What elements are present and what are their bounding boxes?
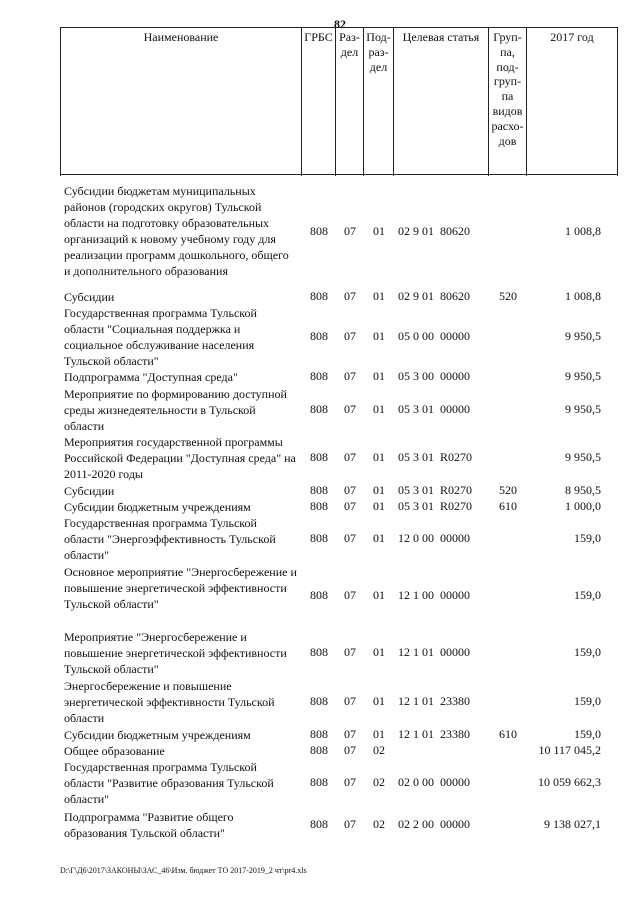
row-razdel: 07 (344, 645, 356, 659)
row-amount: 159,0 (574, 645, 601, 659)
row-name: Общее образование (64, 744, 165, 758)
row-razdel: 07 (344, 369, 356, 383)
row-razdel: 07 (344, 450, 356, 464)
row-razdel: 07 (344, 694, 356, 708)
row-podrazdel: 01 (373, 450, 385, 464)
row-target-article: 12 1 01 23380 (398, 694, 470, 708)
row-name: Мероприятие "Энергосбережение и повышение энергетической эффективности Тульской области" (64, 630, 287, 677)
row-target-article: 12 1 01 00000 (398, 645, 470, 659)
header-name: Наименование (61, 28, 302, 176)
row-podrazdel: 02 (373, 817, 385, 831)
page-number: 82 (334, 17, 346, 31)
row-razdel: 07 (344, 289, 356, 303)
row-amount: 159,0 (574, 588, 601, 602)
header-bottom-border (60, 174, 617, 175)
row-podrazdel: 01 (373, 483, 385, 497)
row-podrazdel: 01 (373, 645, 385, 659)
row-grbs: 808 (310, 775, 328, 789)
row-target-article: 05 0 00 00000 (398, 329, 470, 343)
row-grbs: 808 (310, 289, 328, 303)
row-podrazdel: 01 (373, 499, 385, 513)
row-amount: 9 950,5 (565, 329, 601, 343)
footer-file-path: D:\Г\Д6\2017\ЗАКОНЫ\ЗАС_46\Изм. бюджет ТО 2017-2019_2 чт\pr4.xls (60, 866, 307, 875)
row-razdel: 07 (344, 402, 356, 416)
row-amount: 159,0 (574, 727, 601, 741)
row-razdel: 07 (344, 224, 356, 238)
header-razdel: Раз- дел (336, 28, 364, 176)
row-amount: 8 950,5 (565, 483, 601, 497)
row-podrazdel: 01 (373, 588, 385, 602)
row-target-article: 05 3 01 R0270 (398, 499, 473, 513)
row-amount: 9 138 027,1 (544, 817, 601, 831)
row-amount: 1 008,8 (565, 224, 601, 238)
row-amount: 9 950,5 (565, 369, 601, 383)
row-grbs: 808 (310, 743, 328, 757)
row-grbs: 808 (310, 499, 328, 513)
row-target-article: 12 0 00 00000 (398, 531, 470, 545)
row-razdel: 07 (344, 531, 356, 545)
row-name: Мероприятия государственной программы Российской Федерации "Доступная среда" на 2011-2020 годы (64, 435, 296, 482)
row-grbs: 808 (310, 817, 328, 831)
header-target-article: Целевая статья (394, 28, 489, 176)
row-razdel: 07 (344, 727, 356, 741)
row-grbs: 808 (310, 588, 328, 602)
row-grbs: 808 (310, 531, 328, 545)
row-group: 520 (499, 483, 517, 497)
row-podrazdel: 01 (373, 224, 385, 238)
row-grbs: 808 (310, 224, 328, 238)
row-target-article: 02 9 01 80620 (398, 224, 470, 238)
row-name: Государственная программа Тульской области "Развитие образования Тульской области" (64, 760, 274, 807)
row-podrazdel: 01 (373, 289, 385, 303)
row-target-article: 12 1 00 00000 (398, 588, 470, 602)
row-grbs: 808 (310, 369, 328, 383)
row-target-article: 05 3 00 00000 (398, 369, 470, 383)
header-group: Груп- па, под- груп- па видов расхо- дов (489, 28, 527, 176)
row-target-article: 02 9 01 80620 (398, 289, 470, 303)
row-group: 610 (499, 727, 517, 741)
row-amount: 9 950,5 (565, 450, 601, 464)
row-amount: 1 008,8 (565, 289, 601, 303)
row-name: Энергосбережение и повышение энергетической эффективности Тульской области (64, 679, 275, 726)
row-target-article: 05 3 01 00000 (398, 402, 470, 416)
row-name: Подпрограмма "Развитие общего образования Тульской области" (64, 810, 234, 841)
row-grbs: 808 (310, 450, 328, 464)
header-grbs: ГРБС (302, 28, 336, 176)
row-name: Подпрограмма "Доступная среда" (64, 370, 238, 384)
row-name: Субсидии бюджетам муниципальных районов (городских округов) Тульской области на подготовку образовательных организаций к новому учебному году для реализации программ дошкольного, общего и дополнительного образования (64, 184, 289, 279)
row-podrazdel: 01 (373, 329, 385, 343)
row-name: Субсидии бюджетным учреждениям (64, 728, 251, 742)
row-grbs: 808 (310, 329, 328, 343)
row-amount: 10 059 662,3 (538, 775, 601, 789)
row-podrazdel: 01 (373, 727, 385, 741)
row-target-article: 12 1 01 23380 (398, 727, 470, 741)
row-target-article: 02 2 00 00000 (398, 817, 470, 831)
row-grbs: 808 (310, 402, 328, 416)
row-name: Государственная программа Тульской области "Социальная поддержка и социальное обслуживание населения Тульской области" (64, 306, 257, 369)
row-amount: 9 950,5 (565, 402, 601, 416)
row-name: Государственная программа Тульской области "Энергоэффективность Тульской области" (64, 516, 276, 563)
row-podrazdel: 02 (373, 743, 385, 757)
row-podrazdel: 01 (373, 402, 385, 416)
row-razdel: 07 (344, 817, 356, 831)
row-razdel: 07 (344, 483, 356, 497)
row-podrazdel: 02 (373, 775, 385, 789)
row-target-article: 05 3 01 R0270 (398, 483, 473, 497)
row-group: 610 (499, 499, 517, 513)
row-name: Субсидии (64, 290, 115, 304)
row-razdel: 07 (344, 588, 356, 602)
row-name: Мероприятие по формированию доступной среды жизнедеятельности в Тульской области (64, 387, 287, 434)
row-razdel: 07 (344, 499, 356, 513)
table-header (60, 27, 618, 176)
row-razdel: 07 (344, 329, 356, 343)
row-razdel: 07 (344, 775, 356, 789)
row-name: Основное мероприятие "Энергосбережение и повышение энергетической эффективности Тульской области" (64, 565, 297, 612)
row-group: 520 (499, 289, 517, 303)
row-podrazdel: 01 (373, 531, 385, 545)
row-target-article: 02 0 00 00000 (398, 775, 470, 789)
row-name: Субсидии бюджетным учреждениям (64, 500, 251, 514)
row-name: Субсидии (64, 484, 115, 498)
row-podrazdel: 01 (373, 694, 385, 708)
row-grbs: 808 (310, 727, 328, 741)
row-amount: 159,0 (574, 531, 601, 545)
row-amount: 10 117 045,2 (538, 743, 601, 757)
row-target-article: 05 3 01 R0270 (398, 450, 473, 464)
row-razdel: 07 (344, 743, 356, 757)
header-podrazdel: Под- раз- дел (364, 28, 394, 176)
row-grbs: 808 (310, 694, 328, 708)
row-amount: 1 000,0 (565, 499, 601, 513)
row-grbs: 808 (310, 483, 328, 497)
header-year: 2017 год (527, 28, 618, 176)
row-podrazdel: 01 (373, 369, 385, 383)
row-grbs: 808 (310, 645, 328, 659)
row-amount: 159,0 (574, 694, 601, 708)
